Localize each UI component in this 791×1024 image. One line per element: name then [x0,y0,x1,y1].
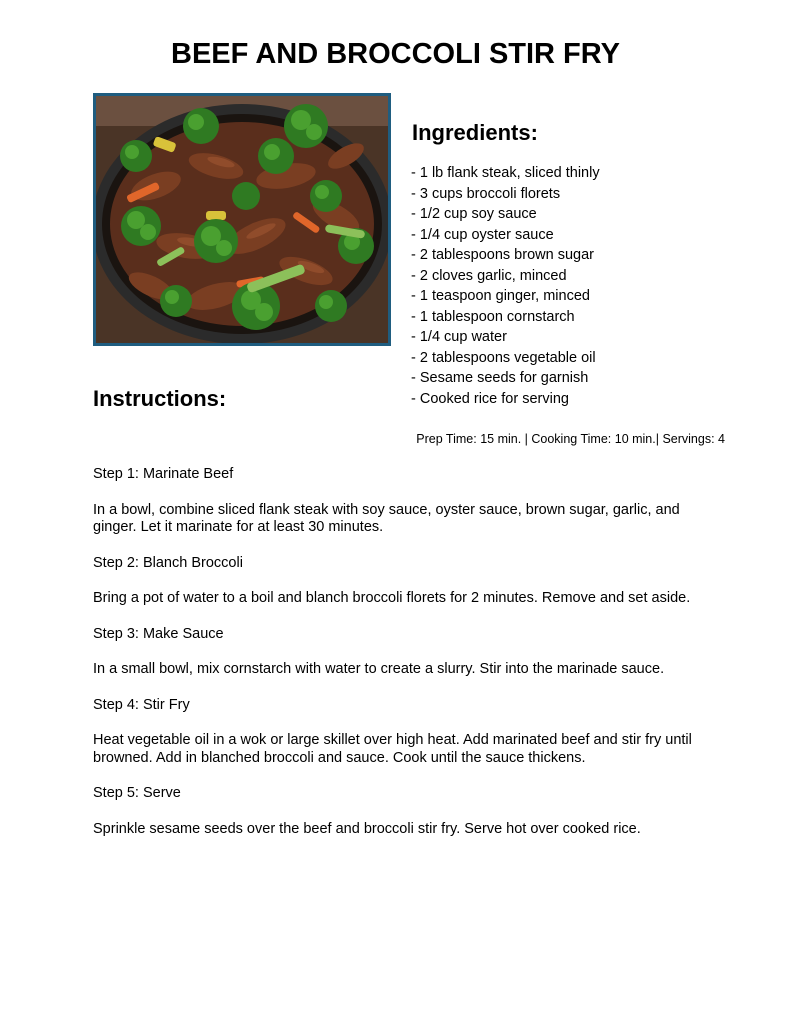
ingredient-item: - Cooked rice for serving [411,390,569,407]
step-title: Step 1: Marinate Beef [93,466,234,482]
stir-fry-illustration [96,96,388,343]
step-body: In a bowl, combine sliced flank steak with soy sauce, oyster sauce, brown sugar, garlic, and ginger. Let it marinate for at least 30 minutes. [93,501,680,535]
step-title: Step 2: Blanch Broccoli [93,554,243,571]
recipe-meta: Prep Time: 15 min. | Cooking Time: 10 min.| Servings: 4 [416,432,725,446]
step-title: Step 5: Serve [93,785,181,801]
ingredient-item: - 1 tablespoon cornstarch [411,308,575,325]
step-body: Heat vegetable oil in a wok or large skillet over high heat. Add marinated beef and stir fry until browned. Add in blanched broccoli and sauce. Cook until the sauce thickens. [93,732,692,766]
step-body: In a small bowl, mix cornstarch with water to create a slurry. Stir into the marinade sauce. [93,661,665,677]
step-body: Bring a pot of water to a boil and blanch broccoli florets for 2 minutes. Remove and set aside. [93,590,691,606]
step-body: Sprinkle sesame seeds over the beef and broccoli stir fry. Serve hot over cooked rice. [93,820,641,837]
ingredients-heading: Ingredients: [412,120,538,145]
dish-photo [93,93,391,346]
ingredient-item: - 2 tablespoons vegetable oil [411,349,596,366]
ingredient-item: - 1 lb flank steak, sliced thinly [411,165,600,181]
page-title: BEEF AND BROCCOLI STIR FRY [171,38,620,70]
instructions-heading: Instructions: [93,386,227,411]
ingredient-item: - Sesame seeds for garnish [411,370,589,386]
ingredients-list [411,163,600,409]
ingredient-item: - 1/4 cup water [411,329,507,345]
step-title: Step 4: Stir Fry [93,696,190,713]
step-title: Step 3: Make Sauce [93,625,224,642]
ingredient-item: - 3 cups broccoli florets [411,185,561,202]
instruction-steps [93,466,703,856]
ingredient-item: - 1 teaspoon ginger, minced [411,288,590,304]
ingredient-item: - 2 cloves garlic, minced [411,267,567,284]
ingredient-item: - 1/2 cup soy sauce [411,206,537,222]
ingredient-item: - 1/4 cup oyster sauce [411,226,554,243]
ingredient-item: - 2 tablespoons brown sugar [411,247,594,263]
